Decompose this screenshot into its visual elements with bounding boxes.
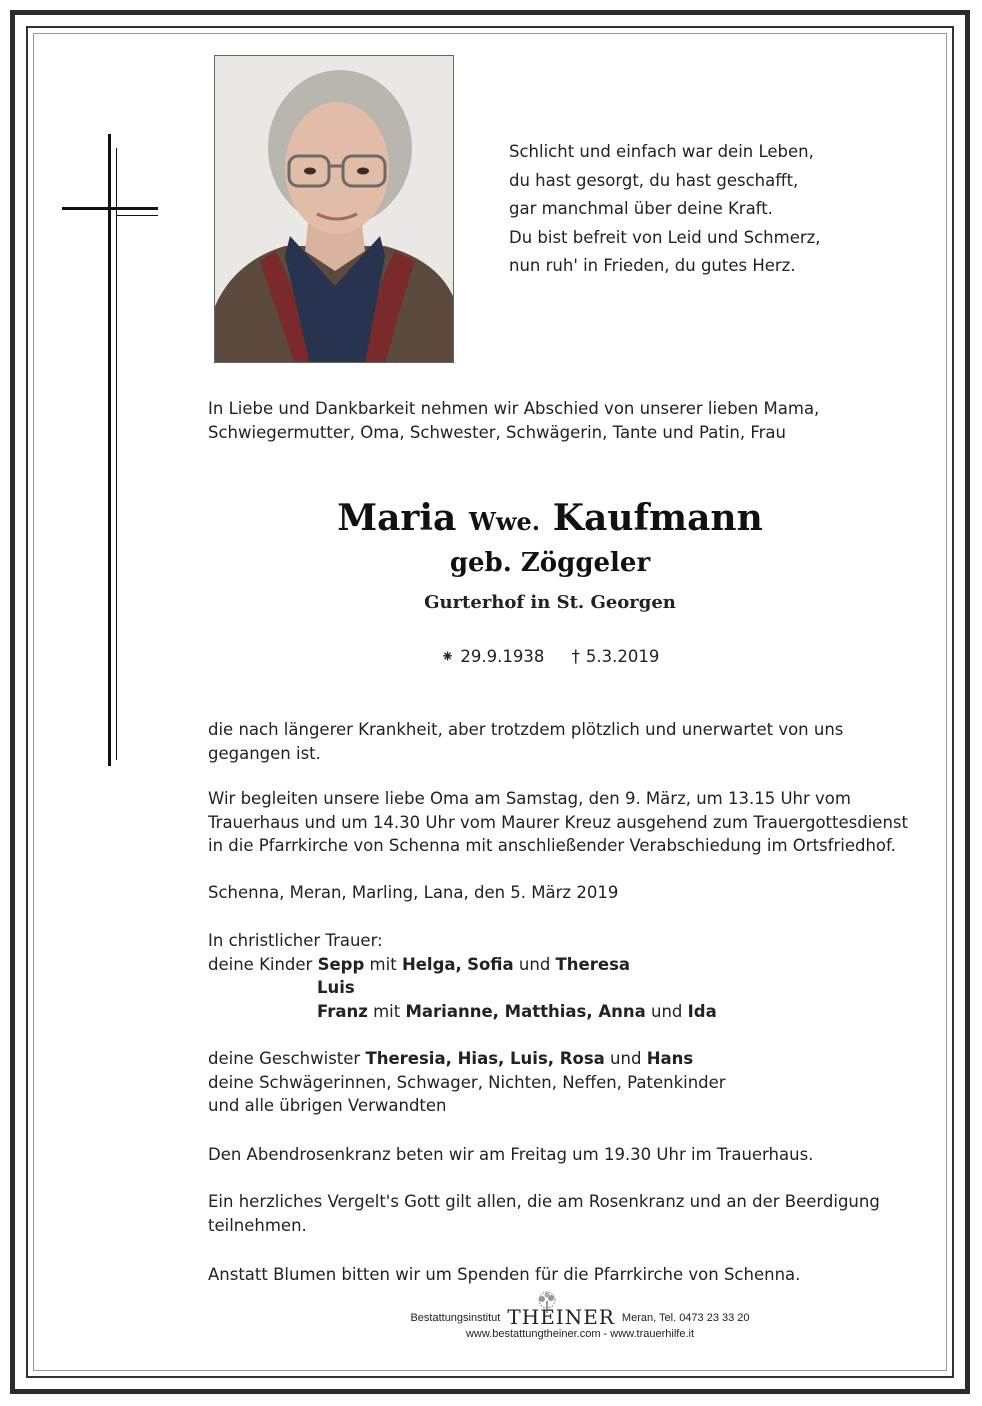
poem-line: Du bist befreit von Leid und Schmerz, — [509, 227, 821, 247]
tree-logo-icon — [532, 1291, 562, 1315]
full-name — [160, 495, 940, 545]
children-line-2 — [208, 976, 928, 1000]
donation-text — [208, 1263, 928, 1287]
rosary-line: Den Abendrosenkranz beten wir am Freitag um 19.30 Uhr im Trauerhaus. — [208, 1145, 814, 1164]
born-name: geb. Zöggeler — [449, 548, 651, 578]
donation-line: Anstatt Blumen bitten wir um Spenden für die Pfarrkirche von Schenna. — [208, 1265, 801, 1284]
children-line-1 — [208, 953, 928, 977]
footer-label: Bestattungsinstitut — [410, 1312, 501, 1324]
sibling-name: Hans — [646, 1049, 694, 1068]
life-dates — [160, 647, 940, 666]
grandchild-name: Ida — [687, 1001, 717, 1021]
funeral-home-footer — [300, 1305, 860, 1340]
intro-line: In Liebe und Dankbarkeit nehmen wir Abschied von unserer lieben Mama, — [208, 399, 820, 418]
rosary-text — [208, 1143, 928, 1167]
deceased-name — [160, 495, 940, 581]
intro-line: Schwiegermutter, Oma, Schwester, Schwägerin, Tante und Patin, Frau — [208, 422, 786, 442]
death-text — [208, 718, 928, 765]
family-names: Marianne, Matthias, Anna — [405, 1001, 646, 1021]
portrait-photo — [214, 55, 454, 363]
thanks-line: teilnehmen. — [208, 1215, 307, 1235]
widow-title: Wwe. — [468, 507, 541, 536]
footer-line-1 — [300, 1305, 860, 1329]
cross-small-icon: † — [571, 647, 580, 666]
funeral-line: Wir begleiten unsere liebe Oma am Samstag, den 9. März, um 13.15 Uhr vom — [208, 789, 851, 808]
death-date: 5.3.2019 — [585, 647, 660, 666]
children-line-3 — [208, 1000, 928, 1024]
child-name: Sepp — [317, 954, 365, 974]
siblings-prefix: deine Geschwister — [208, 1049, 361, 1068]
mourners — [208, 929, 928, 1023]
birth-icon: ⁕ — [440, 647, 455, 666]
siblings-line — [208, 1047, 928, 1071]
child-name: Franz — [317, 1001, 368, 1021]
mourners-header: In christlicher Trauer: — [208, 931, 383, 950]
funeral-line: in die Pfarrkirche von Schenna mit anschließender Verabschiedung im Ortsfriedhof. — [208, 836, 896, 855]
thanks-line: Ein herzliches Vergelt's Gott gilt allen, die am Rosenkranz und an der Beerdigung — [208, 1192, 880, 1211]
inlaws-line: deine Schwägerinnen, Schwager, Nichten, Neffen, Patenkinder — [208, 1072, 726, 1092]
relatives — [208, 1047, 928, 1118]
with-word: mit — [369, 954, 397, 974]
relatives-line: und alle übrigen Verwandten — [208, 1096, 447, 1115]
children-prefix: deine Kinder — [208, 954, 313, 974]
place-date — [208, 881, 928, 905]
sibling-names: Theresia, Hias, Luis, Rosa — [365, 1049, 605, 1068]
death-line: die nach längerer Krankheit, aber trotzdem plötzlich und unerwartet von uns — [208, 720, 844, 739]
child-name: Luis — [317, 978, 355, 997]
brand-name: THEINER — [507, 1305, 615, 1329]
intro-text — [208, 397, 928, 444]
funeral-line: Trauerhaus und um 14.30 Uhr vom Maurer Kreuz ausgehend zum Trauergottesdienst — [208, 812, 908, 832]
farm-place: Gurterhof in St. Georgen — [424, 592, 676, 613]
with-word: mit — [373, 1001, 401, 1021]
grandchild-name: Sofia — [467, 954, 514, 974]
poem-line: Schlicht und einfach war dein Leben, — [509, 142, 814, 161]
poem — [509, 138, 929, 281]
spouse-name: Helga, — [401, 954, 462, 974]
poem-line: nun ruh' in Frieden, du gutes Herz. — [509, 256, 796, 275]
death-line: gegangen ist. — [208, 743, 321, 763]
last-name: Kaufmann — [552, 497, 763, 539]
footer-web: www.bestattungtheiner.com - www.trauerhilfe.it — [465, 1328, 695, 1340]
place-date-line: Schenna, Meran, Marling, Lana, den 5. März 2019 — [208, 883, 619, 902]
and-word: und — [651, 1001, 683, 1021]
first-name: Maria — [337, 497, 457, 539]
birth-date: 29.9.1938 — [460, 647, 545, 666]
grandchild-name: Theresa — [555, 954, 631, 974]
and-word: und — [610, 1049, 642, 1068]
poem-line: gar manchmal über deine Kraft. — [509, 199, 773, 218]
thanks-text — [208, 1190, 928, 1237]
funeral-text — [208, 787, 928, 858]
footer-contact: Meran, Tel. 0473 23 33 20 — [621, 1312, 750, 1324]
poem-line: du hast gesorgt, du hast geschafft, — [509, 170, 799, 190]
and-word: und — [518, 954, 551, 974]
